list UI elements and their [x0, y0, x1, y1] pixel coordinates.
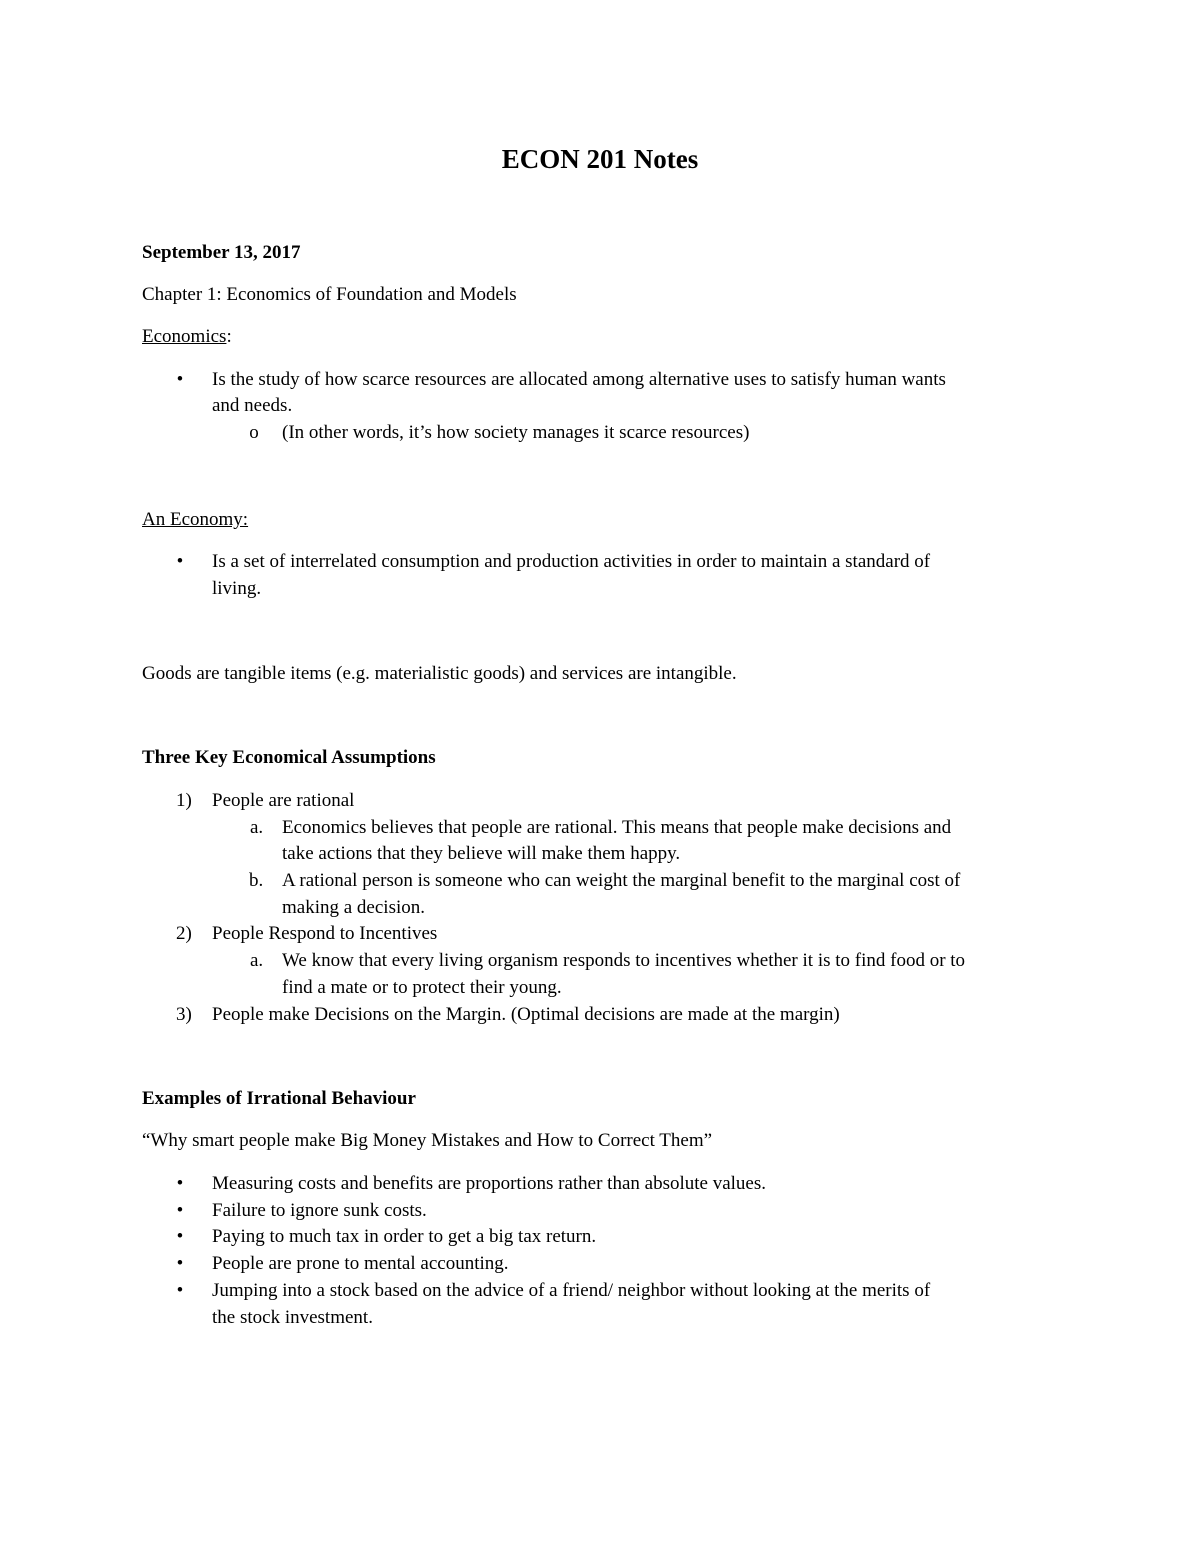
bullet-icon: •: [176, 1253, 184, 1274]
goods-sentence: Goods are tangible items (e.g. materialistic goods) and services are intangible.: [142, 663, 737, 684]
economics-sub-point: (In other words, it’s how society manages it scarce resources): [282, 422, 750, 443]
economics-point-line2: and needs.: [212, 395, 293, 416]
bullet-icon: •: [176, 551, 184, 572]
assumption-1a-line2: take actions that they believe will make them happy.: [282, 843, 681, 864]
assumption-3-text: People make Decisions on the Margin. (Optimal decisions are made at the margin): [212, 1004, 840, 1025]
irrational-quote: “Why smart people make Big Money Mistakes and How to Correct Them”: [142, 1130, 713, 1151]
chapter-line: Chapter 1: Economics of Foundation and Models: [142, 284, 517, 305]
document-title: ECON 201 Notes: [501, 144, 699, 174]
irrational-item-4: People are prone to mental accounting.: [212, 1253, 509, 1274]
date-heading: September 13, 2017: [142, 242, 301, 263]
assumption-3-number: 3): [176, 1004, 192, 1025]
sub-bullet-icon: o: [249, 422, 259, 443]
economics-point-line1: Is the study of how scarce resources are allocated among alternative uses to satisfy human wants: [212, 369, 946, 390]
assumption-2-number: 2): [176, 923, 192, 944]
economy-heading: An Economy:: [142, 509, 249, 530]
assumption-1b-line2: making a decision.: [282, 897, 425, 918]
bullet-icon: •: [176, 369, 184, 390]
assumptions-heading: Three Key Economical Assumptions: [142, 747, 436, 768]
economy-point-line1: Is a set of interrelated consumption and production activities in order to maintain a standard of: [212, 551, 931, 572]
irrational-heading: Examples of Irrational Behaviour: [142, 1088, 416, 1109]
bullet-icon: •: [176, 1280, 184, 1301]
assumption-1b-marker: b.: [249, 870, 264, 891]
assumption-2a-line2: find a mate or to protect their young.: [282, 977, 562, 998]
irrational-item-1: Measuring costs and benefits are proportions rather than absolute values.: [212, 1173, 767, 1194]
assumption-2-text: People Respond to Incentives: [212, 923, 438, 944]
assumption-2a-marker: a.: [250, 950, 264, 971]
assumption-1b-line1: A rational person is someone who can weight the marginal benefit to the marginal cost of: [282, 870, 961, 891]
irrational-item-2: Failure to ignore sunk costs.: [212, 1200, 427, 1221]
assumption-2a-line1: We know that every living organism responds to incentives whether it is to find food or to: [282, 950, 966, 971]
assumption-1-text: People are rational: [212, 790, 355, 811]
assumption-1-number: 1): [176, 790, 192, 811]
economy-point-line2: living.: [212, 578, 262, 599]
economics-heading-colon: :: [226, 326, 232, 347]
bullet-icon: •: [176, 1226, 184, 1247]
irrational-item-5-line1: Jumping into a stock based on the advice of a friend/ neighbor without looking at the merits of: [212, 1280, 931, 1301]
economics-heading: [142, 323, 232, 350]
economics-heading-text: Economics: [142, 326, 227, 347]
assumption-1a-marker: a.: [250, 817, 264, 838]
irrational-item-5-line2: the stock investment.: [212, 1307, 373, 1328]
irrational-item-3: Paying to much tax in order to get a big tax return.: [212, 1226, 597, 1247]
bullet-icon: •: [176, 1173, 184, 1194]
bullet-icon: •: [176, 1200, 184, 1221]
assumption-1a-line1: Economics believes that people are rational. This means that people make decisions and: [282, 817, 952, 838]
